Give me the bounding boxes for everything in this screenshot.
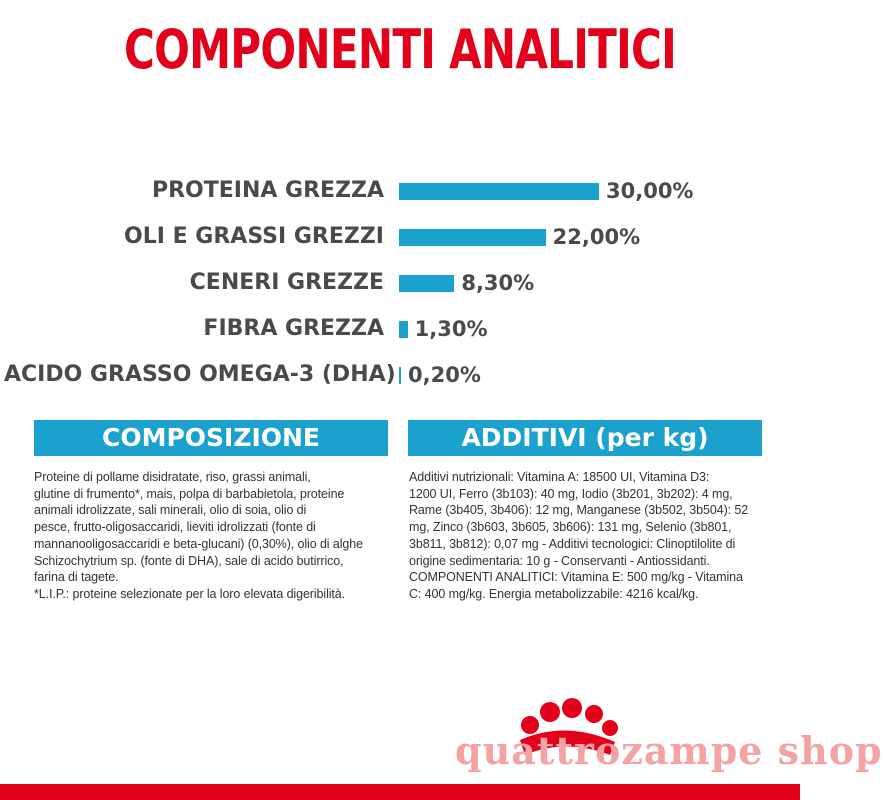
additivi-header-label: ADDITIVI (per kg) — [461, 423, 709, 452]
bar — [399, 183, 599, 200]
bar-value-label: 0,20% — [408, 363, 481, 387]
bar — [399, 367, 401, 384]
bar-label: FIBRA GREZZA — [203, 316, 384, 341]
bar — [399, 275, 454, 292]
bar-label: OLI E GRASSI GREZZI — [124, 224, 384, 249]
watermark-text: quattrozampe shop — [455, 728, 883, 773]
composizione-header: COMPOSIZIONE — [34, 420, 388, 456]
bar-label: PROTEINA GREZZA — [151, 178, 384, 203]
bar-value-label: 8,30% — [461, 271, 535, 295]
bar — [399, 321, 408, 338]
bar — [399, 229, 546, 246]
bar-label: ACIDO GRASSO OMEGA-3 (DHA) — [4, 362, 396, 387]
bottom-red-line — [0, 784, 800, 800]
bar-label: CENERI GREZZE — [189, 270, 384, 295]
additivi-text: Additivi nutrizionali: Vitamina A: 18500 UI, Vitamina D3: 1200 UI, Ferro (3b103): 40 mg, Iodio (3b201, 3b202): 4 mg, Rame (3b405, 3b406): 12 mg, Manganese (3b502, 3b504): 52 mg, Zinco (3b603, 3b605, 3b606): 131 mg, Selenio (3b801, 3b811, 3b812): 0,07 mg - Additivi tecnologici: Clinoptilolite di origine sedimentaria: 10 g - Conservanti - Antiossidanti. COMPONENTI ANALITICI: Vitamina E: 500 mg/kg - Vitamina C: 400 mg/kg. Energia metabolizzabile: 4216 kcal/kg. — [409, 470, 749, 601]
page-title: COMPONENTI ANALITICI — [124, 18, 676, 81]
bar-value-label: 22,00% — [552, 225, 641, 249]
additivi-header — [408, 420, 762, 456]
bar-value-label: 1,30% — [414, 317, 488, 341]
bar-value-label: 30,00% — [606, 179, 694, 203]
composizione-text: Proteine di pollame disidratate, riso, grassi animali, glutine di frumento*, mais, polpa di barbabietola, proteine animali idrolizzate, sali minerali, olio di soia, olio di pesce, frutto-oligosaccaridi, lieviti idrolizzati (fonte di mannanooligosaccaridi e beta-glucani) (0,30%), olio di alghe Schizochytrium sp. (fonte di DHA), sale di acido butirrico, farina di tagete. *L.I.P.: proteine selezionate per la loro elevata digeribilità. — [34, 470, 363, 601]
